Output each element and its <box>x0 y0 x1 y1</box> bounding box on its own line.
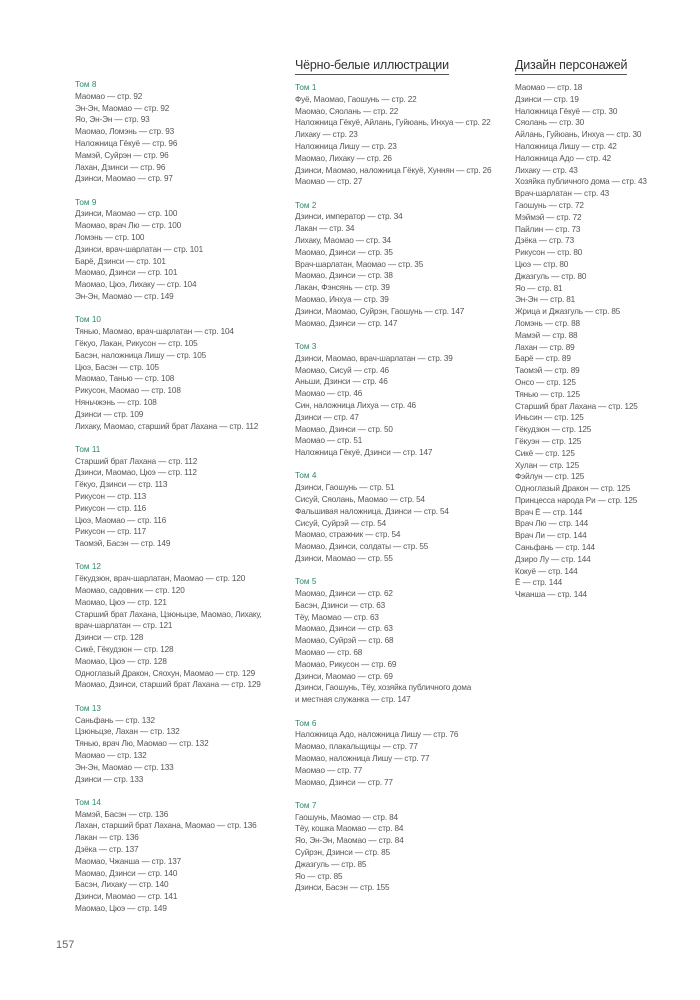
index-entry: Ё — стр. 144 <box>515 578 563 588</box>
index-entry: Таомэй — стр. 89 <box>515 366 580 376</box>
index-entry: Наложница Гёкуё — стр. 30 <box>515 106 618 116</box>
index-entry: Наложница Адо, наложница Лишу — стр. 76 <box>295 730 459 740</box>
index-entry: Басэн, Дзинси — стр. 63 <box>295 600 386 610</box>
index-entry: Сяолань — стр. 30 <box>515 118 585 128</box>
index-entry: Маомао, Цюэ — стр. 121 <box>75 597 167 607</box>
index-entry: Маомао, Дзинси, старший брат Лахана — стр. 129 <box>75 680 261 690</box>
index-entry: Барё, Дзинси — стр. 101 <box>75 256 166 266</box>
index-entry: Дзинси, император — стр. 34 <box>295 212 403 222</box>
index-entry: Гёкуо, Дзинси — стр. 113 <box>75 480 168 490</box>
index-entry: Тёу, кошка Маомао — стр. 84 <box>295 824 404 834</box>
index-entry: Дзёка — стр. 73 <box>515 236 574 246</box>
index-entry: Маомао, Дзинси, солдаты — стр. 55 <box>295 542 429 552</box>
index-entry: Гёкудзюн — стр. 125 <box>515 425 592 435</box>
index-entry: Тёу, Маомао — стр. 63 <box>295 612 379 622</box>
volume-block <box>75 703 290 786</box>
index-entry: Лакан, Фэнсянь — стр. 39 <box>295 283 390 293</box>
index-entry: Цюэ, Маомао — стр. 116 <box>75 515 167 525</box>
index-entry: Лахан — стр. 89 <box>515 342 575 352</box>
right-column <box>515 56 680 601</box>
index-entry: Наложница Гёкуё — стр. 96 <box>75 138 178 148</box>
index-entry: Дзинси, Гаошунь, Тёу, хозяйка публичного дома <box>295 683 472 693</box>
index-entry: Дзинси — стр. 109 <box>75 409 144 419</box>
volume-block <box>295 82 510 188</box>
volume-block <box>295 718 510 789</box>
index-entry: Наложница Гёкуё, Дзинси — стр. 147 <box>295 448 433 458</box>
index-entry: Лахан, старший брат Лахана, Маомао — стр. 136 <box>75 821 257 831</box>
index-entry: Джазгуль — стр. 85 <box>295 859 367 869</box>
volume-title: Том 8 <box>75 80 97 89</box>
volume-title: Том 1 <box>295 83 317 92</box>
volume-block <box>75 797 290 915</box>
index-entry: Дзинси, Маомао — стр. 97 <box>75 174 173 184</box>
volume-title: Том 14 <box>75 797 101 807</box>
volume-title: Том 11 <box>75 444 101 454</box>
index-entry: Маомао — стр. 92 <box>75 91 143 101</box>
bw-illustrations-list <box>295 82 510 894</box>
index-entry: Сикё, Гёкудзюн — стр. 128 <box>75 645 174 655</box>
index-entry: Гёкудзюн, врач-шарлатан, Маомао — стр. 120 <box>75 574 246 584</box>
volume-title: Том 12 <box>75 562 101 572</box>
index-entry: Дзинси, Маомао — стр. 100 <box>75 209 178 219</box>
index-entry: Лихаку — стр. 23 <box>295 130 358 140</box>
index-entry: Яо, Эн-Эн, Маомао — стр. 84 <box>295 836 404 846</box>
volume-block <box>75 197 290 303</box>
index-entry: Гаошунь — стр. 72 <box>515 200 584 210</box>
index-entry: Тянью — стр. 125 <box>515 389 580 399</box>
index-entry: Принцесса народа Ри — стр. 125 <box>515 495 638 505</box>
section-title-character-design: Дизайн персонажей <box>515 58 627 75</box>
index-entry: врач-шарлатан — стр. 121 <box>75 621 173 631</box>
index-entry: Басэн, наложница Лишу — стр. 105 <box>75 350 207 360</box>
index-entry: Наложница Лишу — стр. 23 <box>295 141 397 151</box>
index-entry: Сикё — стр. 125 <box>515 448 575 458</box>
index-entry: Маомао, Цюэ — стр. 128 <box>75 656 167 666</box>
index-entry: Онсо — стр. 125 <box>515 377 576 387</box>
volume-title: Том 10 <box>75 315 101 325</box>
index-entry: Цюэ, Басэн — стр. 105 <box>75 362 159 372</box>
volume-title: Том 4 <box>295 471 317 481</box>
index-entry: Дзиро Лу — стр. 144 <box>515 554 591 564</box>
index-entry: Эн-Эн, Маомао — стр. 92 <box>75 103 170 113</box>
index-entry: Мамэй — стр. 88 <box>515 330 578 340</box>
index-entry: Врач Ли — стр. 144 <box>515 531 587 541</box>
index-entry: Маомао, Дзинси — стр. 35 <box>295 247 393 257</box>
index-entry: Наложница Адо — стр. 42 <box>515 153 612 163</box>
index-entry: Маомао, Дзинси — стр. 50 <box>295 424 393 434</box>
character-design-list <box>515 82 680 601</box>
index-entry: Рикусон — стр. 116 <box>75 503 147 513</box>
index-entry: Дзинси, Маомао, врач-шарлатан — стр. 39 <box>295 353 453 363</box>
index-entry: Маомао, Дзинси — стр. 62 <box>295 589 393 599</box>
index-entry: Врач-шарлатан — стр. 43 <box>515 189 609 199</box>
index-entry: Маомао, Дзинси — стр. 38 <box>295 271 393 281</box>
index-entry: Маомао, Цюэ — стр. 149 <box>75 904 167 913</box>
index-entry: Сисуй, Суйрэй — стр. 54 <box>295 518 387 528</box>
index-entry: Маомао, Дзинси — стр. 63 <box>295 624 393 634</box>
index-entry: Дзинси, Маомао — стр. 55 <box>295 553 393 563</box>
index-entry: Хулан — стр. 125 <box>515 460 579 470</box>
index-entry: Пайлин — стр. 73 <box>515 224 581 234</box>
index-entry: Лакан — стр. 136 <box>75 833 139 843</box>
index-entry: Маомао — стр. 77 <box>295 765 363 775</box>
index-entry: Хозяйка публичного дома — стр. 43 <box>515 177 647 187</box>
index-entry: Дзёка — стр. 137 <box>75 845 139 855</box>
index-entry: Саньфань — стр. 132 <box>75 715 155 725</box>
index-entry: Маомао, Сяолань — стр. 22 <box>295 106 399 116</box>
index-entry: Дзинси, Маомао — стр. 69 <box>295 671 393 681</box>
index-entry: Ломэнь — стр. 88 <box>515 318 580 328</box>
volume-block <box>75 314 290 432</box>
index-entry: Маомао, Лихаку — стр. 26 <box>295 153 392 163</box>
index-entry: Эн-Эн, Маомао — стр. 149 <box>75 292 174 302</box>
index-entry: Цзюньцзе, Лахан — стр. 132 <box>75 727 180 737</box>
index-entry: Лихаку, Маомао, старший брат Лахана — стр. 112 <box>75 421 259 431</box>
index-entry: Рикусон — стр. 113 <box>75 492 147 501</box>
index-entry: Рикусон — стр. 117 <box>75 527 147 537</box>
index-entry: Дзинси, Маомао — стр. 141 <box>75 892 178 902</box>
volume-block <box>295 341 510 459</box>
index-entry: Барё — стр. 89 <box>515 354 571 364</box>
index-entry: Сисуй, Сяолань, Маомао — стр. 54 <box>295 495 425 504</box>
volume-block <box>295 470 510 564</box>
index-entry: Аньши, Дзинси — стр. 46 <box>295 377 388 387</box>
index-entry: Наложница Лишу — стр. 42 <box>515 141 617 151</box>
index-entry: Саньфань — стр. 144 <box>515 543 595 553</box>
index-entry: Мамэй, Басэн — стр. 136 <box>75 809 169 819</box>
index-entry: Няньчжэнь — стр. 108 <box>75 397 157 407</box>
index-entry: Дзинси, Маомао, наложница Гёкуё, Хуннян — стр. 26 <box>295 165 492 175</box>
index-entry: Басэн, Лихаку — стр. 140 <box>75 880 169 890</box>
index-entry: Маомао, Суйрэй — стр. 68 <box>295 636 394 646</box>
index-entry: Маомао, садовник — стр. 120 <box>75 586 185 596</box>
index-entry: Айлань, Гуйюань, Инхуа — стр. 30 <box>515 130 642 140</box>
index-entry: Старший брат Лахана — стр. 112 <box>75 456 198 466</box>
index-entry: Чжанша — стр. 144 <box>515 590 587 600</box>
index-entry: Дзинси, Басэн — стр. 155 <box>295 883 390 893</box>
index-entry: Лихаку — стр. 43 <box>515 165 578 175</box>
volume-block <box>295 576 510 706</box>
index-entry: Старший брат Лахана, Цзюньцзе, Маомао, Лихаку, <box>75 609 262 619</box>
index-entry: Яо — стр. 85 <box>295 871 343 881</box>
index-entry: Яо, Эн-Эн — стр. 93 <box>75 115 150 125</box>
index-entry: Яо — стр. 81 <box>515 283 563 293</box>
index-entry: Одноглазый Дракон — стр. 125 <box>515 484 631 494</box>
index-entry: Цюэ — стр. 80 <box>515 259 569 269</box>
volume-title: Том 5 <box>295 577 317 587</box>
index-entry: Гёкуэн — стр. 125 <box>515 436 582 446</box>
index-entry: Маомао, Цюэ, Лихаку — стр. 104 <box>75 280 197 290</box>
index-entry: Эн-Эн, Маомао — стр. 133 <box>75 762 174 772</box>
index-entry: Тянью, врач Лю, Маомао — стр. 132 <box>75 739 209 749</box>
index-entry: Дзинси — стр. 133 <box>75 774 144 784</box>
volume-title: Том 7 <box>295 800 317 810</box>
index-entry: Рикусон — стр. 80 <box>515 248 583 258</box>
volume-title: Том 6 <box>295 718 317 728</box>
index-entry: Рикусон, Маомао — стр. 108 <box>75 386 181 396</box>
index-entry: Маомао, Дзинси — стр. 147 <box>295 318 398 328</box>
index-entry: Маомао — стр. 132 <box>75 750 147 760</box>
index-entry: Маомао, наложница Лишу — стр. 77 <box>295 753 430 763</box>
index-entry: Маомао, Рикусон — стр. 69 <box>295 659 397 669</box>
index-entry: Дзинси, врач-шарлатан — стр. 101 <box>75 244 203 254</box>
index-entry: Маомао, Дзинси — стр. 140 <box>75 868 178 878</box>
index-entry: Дзинси, Маомао, Суйрэн, Гаошунь — стр. 147 <box>295 306 465 316</box>
volume-block <box>295 800 510 894</box>
index-entry: Фэйлун — стр. 125 <box>515 472 585 482</box>
index-entry: Мамэй, Суйрэн — стр. 96 <box>75 150 169 160</box>
index-entry: Дзинси, Маомао, Цюэ — стр. 112 <box>75 468 197 478</box>
index-entry: Мэймэй — стр. 72 <box>515 212 582 222</box>
index-entry: Врач-шарлатан, Маомао — стр. 35 <box>295 259 424 269</box>
index-entry: Маомао — стр. 68 <box>295 648 363 658</box>
volume-block <box>75 444 290 550</box>
index-entry: Наложница Гёкуё, Айлань, Гуйюань, Инхуа — стр. 22 <box>295 118 491 128</box>
index-entry: Суйрэн, Дзинси — стр. 85 <box>295 848 390 858</box>
index-entry: Ломэнь — стр. 100 <box>75 233 145 243</box>
index-entry: Старший брат Лахана — стр. 125 <box>515 401 638 411</box>
index-entry: Кокуё — стр. 144 <box>515 566 578 576</box>
index-entry: Маомао, Сисуй — стр. 46 <box>295 365 389 375</box>
middle-column <box>295 56 510 906</box>
page-number: 157 <box>56 939 75 951</box>
index-entry: Маомао, Ломэнь — стр. 93 <box>75 127 175 137</box>
index-entry: Маомао — стр. 46 <box>295 389 363 399</box>
index-entry: Маомао, Чжанша — стр. 137 <box>75 856 182 866</box>
index-entry: Лахан, Дзинси — стр. 96 <box>75 162 166 172</box>
index-entry: Фальшивая наложница, Дзинси — стр. 54 <box>295 506 449 516</box>
volume-title: Том 2 <box>295 200 317 210</box>
volume-block <box>75 79 290 185</box>
index-entry: Врач Ё — стр. 144 <box>515 507 583 517</box>
index-entry: Маомао, плакальщицы — стр. 77 <box>295 742 418 752</box>
volume-title: Том 9 <box>75 197 97 207</box>
index-entry: Джазгуль — стр. 80 <box>515 271 587 281</box>
index-entry: Эн-Эн — стр. 81 <box>515 295 576 305</box>
left-column <box>75 79 290 926</box>
volume-block <box>75 561 290 691</box>
index-entry: Гёкуо, Лакан, Рикусон — стр. 105 <box>75 338 198 348</box>
index-entry: Тянью, Маомао, врач-шарлатан — стр. 104 <box>75 327 234 337</box>
index-entry: Одноглазый Дракон, Сяохун, Маомао — стр. 129 <box>75 668 256 678</box>
section-title-bw-illustrations: Чёрно-белые иллюстрации <box>295 58 449 75</box>
index-entry: Маомао, Дзинси — стр. 101 <box>75 268 178 278</box>
index-entry: Дзинси, Гаошунь — стр. 51 <box>295 483 395 493</box>
index-entry: Лихаку, Маомао — стр. 34 <box>295 236 391 246</box>
index-entry: Маомао, стражник — стр. 54 <box>295 530 401 540</box>
index-entry: и местная служанка — стр. 147 <box>295 695 411 705</box>
index-entry: Маомао, Танью — стр. 108 <box>75 374 175 384</box>
index-entry: Фуё, Маомао, Гаошунь — стр. 22 <box>295 94 417 104</box>
index-entry: Маомао, Дзинси — стр. 77 <box>295 777 393 787</box>
index-entry: Маомао — стр. 27 <box>295 177 363 187</box>
index-entry: Дзинси — стр. 19 <box>515 94 579 104</box>
index-entry: Иньсин — стр. 125 <box>515 413 584 423</box>
index-entry: Маомао, врач Лю — стр. 100 <box>75 221 182 231</box>
index-entry: Таомэй, Басэн — стр. 149 <box>75 539 171 549</box>
index-entry: Дзинси — стр. 47 <box>295 412 359 422</box>
index-entry: Врач Лю — стр. 144 <box>515 519 589 529</box>
index-entry: Син, наложница Лихуа — стр. 46 <box>295 400 416 410</box>
index-entry: Лакан — стр. 34 <box>295 224 355 234</box>
volume-title: Том 3 <box>295 341 317 351</box>
index-entry: Маомао — стр. 51 <box>295 436 363 446</box>
index-entry: Дзинси — стр. 128 <box>75 633 144 643</box>
index-entry: Жрица и Джазгуль — стр. 85 <box>515 307 621 317</box>
volume-block <box>295 200 510 330</box>
volume-title: Том 13 <box>75 703 101 713</box>
index-entry: Гаошунь, Маомао — стр. 84 <box>295 812 398 822</box>
index-entry: Маомао, Инхуа — стр. 39 <box>295 295 389 305</box>
index-entry: Маомао — стр. 18 <box>515 83 583 92</box>
